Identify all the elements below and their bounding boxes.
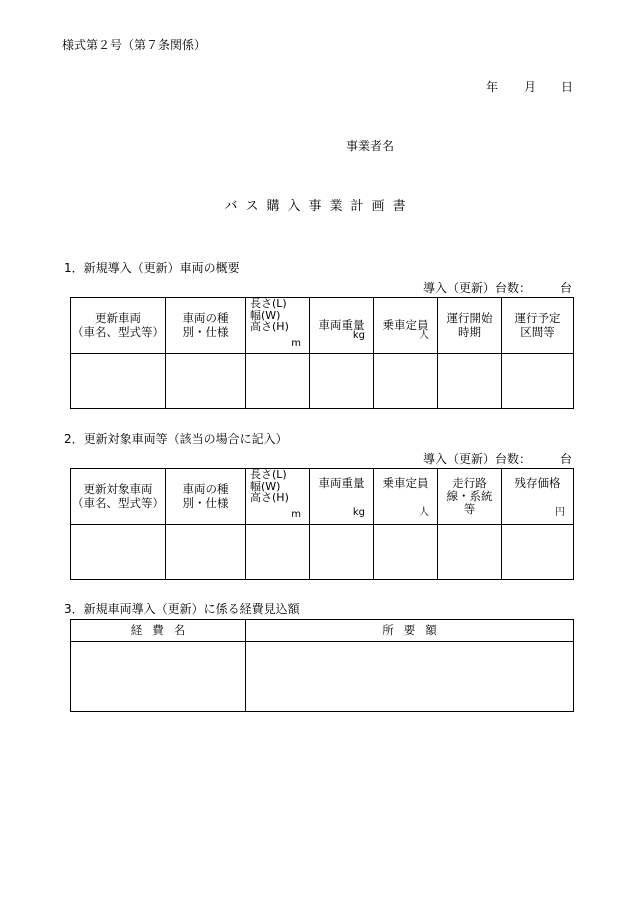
s2-unit-yen: 円 xyxy=(555,506,565,518)
section2-table xyxy=(70,468,574,580)
s2-unit-person: 人 xyxy=(419,506,429,518)
s3-header-cost-name: 経費名 xyxy=(71,620,246,642)
s1-unit-person: 人 xyxy=(419,329,429,341)
s2-header-type: 車両の種 別・仕様 xyxy=(166,469,246,525)
s1-cell-route[interactable] xyxy=(502,354,574,409)
s1-header-capacity: 乗車定員 人 xyxy=(374,298,438,354)
s2-cell-route[interactable] xyxy=(438,525,502,580)
s1-header-start: 運行開始 時期 xyxy=(438,298,502,354)
section2-count-unit: 台 xyxy=(560,452,573,466)
section2-entry-row[interactable] xyxy=(71,525,574,580)
s1-header-weight: 車両重量 kg xyxy=(310,298,374,354)
s3-cell-amount[interactable] xyxy=(246,642,574,712)
section2-heading: 2．更新対象車両等（該当の場合に記入） xyxy=(64,432,288,446)
section1-count-label: 導入（更新）台数： xyxy=(423,281,532,295)
s1-header-vehicle: 更新車両 （車名、型式等） xyxy=(71,298,166,354)
s1-cell-capacity[interactable] xyxy=(374,354,438,409)
s2-header-capacity: 乗車定員 人 xyxy=(374,469,438,525)
form-number: 様式第２号（第７条関係） xyxy=(62,38,207,52)
section1-header-row xyxy=(71,298,574,354)
document-title: バス購入事業計画書 xyxy=(224,199,414,214)
section3-entry-row[interactable] xyxy=(71,642,574,712)
s2-header-dimensions: 長さ(L) 幅(W) 高さ(H) m xyxy=(246,469,310,525)
s2-unit-kg: kg xyxy=(352,506,365,518)
s2-header-weight: 車両重量 kg xyxy=(310,469,374,525)
s1-unit-m: m xyxy=(291,337,301,349)
s1-header-route: 運行予定 区間等 xyxy=(502,298,574,354)
section1-heading: 1．新規導入（更新）車両の概要 xyxy=(64,261,240,275)
section3-header-row xyxy=(71,620,574,642)
s2-header-route: 走行路 線・系統 等 xyxy=(438,469,502,525)
date-month-label: 月 xyxy=(524,80,537,94)
section2-header-row xyxy=(71,469,574,525)
section1-entry-row[interactable] xyxy=(71,354,574,409)
s1-cell-type[interactable] xyxy=(166,354,246,409)
s2-header-residual: 残存価格 円 xyxy=(502,469,574,525)
date-day-label: 日 xyxy=(561,80,574,94)
s2-cell-capacity[interactable] xyxy=(374,525,438,580)
section3-table xyxy=(70,619,574,712)
date-year-label: 年 xyxy=(486,80,499,94)
section1-count-unit: 台 xyxy=(560,281,573,295)
company-name-label: 事業者名 xyxy=(346,139,395,153)
s1-header-type: 車両の種 別・仕様 xyxy=(166,298,246,354)
s1-unit-kg: kg xyxy=(352,329,365,341)
s3-cell-cost-name[interactable] xyxy=(71,642,246,712)
s1-cell-start[interactable] xyxy=(438,354,502,409)
s1-cell-weight[interactable] xyxy=(310,354,374,409)
s2-cell-vehicle[interactable] xyxy=(71,525,166,580)
s2-cell-dimensions[interactable] xyxy=(246,525,310,580)
s2-cell-residual[interactable] xyxy=(502,525,574,580)
s2-header-vehicle: 更新対象車両 （車名、型式等） xyxy=(71,469,166,525)
s3-header-amount: 所要額 xyxy=(246,620,574,642)
s2-unit-m: m xyxy=(291,508,301,520)
section2-count-label: 導入（更新）台数： xyxy=(423,452,532,466)
s2-cell-type[interactable] xyxy=(166,525,246,580)
s1-cell-dimensions[interactable] xyxy=(246,354,310,409)
section1-table xyxy=(70,297,574,409)
s1-header-dimensions: 長さ(L) 幅(W) 高さ(H) m xyxy=(246,298,310,354)
s1-cell-vehicle[interactable] xyxy=(71,354,166,409)
s2-cell-weight[interactable] xyxy=(310,525,374,580)
section3-heading: 3．新規車両導入（更新）に係る経費見込額 xyxy=(64,602,300,616)
